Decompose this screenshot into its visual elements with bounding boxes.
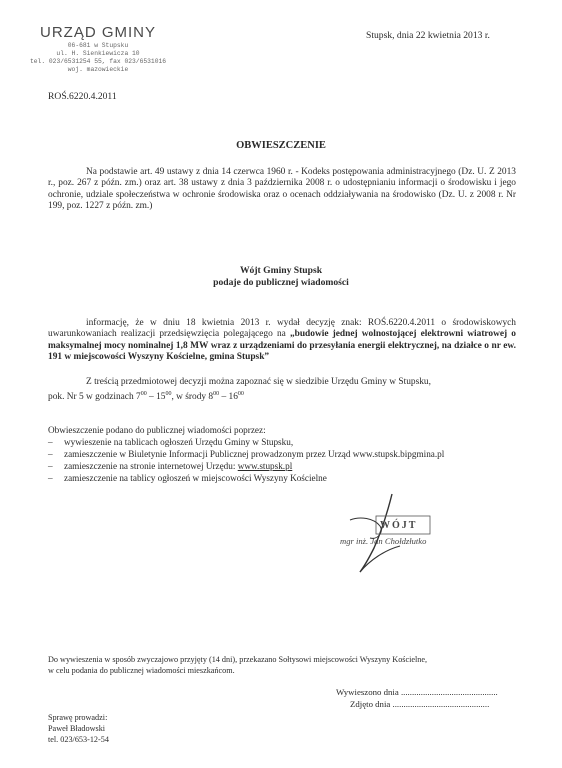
notice-heading: OBWIESZCZENIE — [236, 140, 326, 151]
signature-stamp: WÓJT — [380, 520, 418, 531]
authority-statement: podaje do publicznej wiadomości — [213, 277, 349, 288]
contact-label: Sprawę prowadzi: — [48, 713, 108, 722]
place-date: Stupsk, dnia 22 kwietnia 2013 r. — [366, 30, 490, 41]
publication-item: – zamieszczenie na stronie internetowej Urzędu: www.stupsk.pl — [48, 461, 293, 471]
contact-name: Paweł Bładowski — [48, 724, 106, 733]
contact-phone: tel. 023/653-12-54 — [48, 735, 109, 744]
signatory-name: mgr inż. Jan Chołdzłutko — [340, 536, 427, 546]
office-stamp-region: woj. mazowieckie — [67, 66, 129, 73]
decision-lead: informację, że w dniu 18 kwietnia 2013 r. wydał decyzję znak: ROŚ.6220.4.2011 o środowiskowych uwarunkowaniach realizacji przedsięwzięcia polegającego na — [48, 318, 516, 340]
review-hours: pok. Nr 5 w godzinach $7^{00} - 15^{00}$, w środy $8^{00} - 16^{00}$ — [48, 390, 244, 402]
footer-note-line2: w celu podania do publicznej wiadomości mieszkańcom. — [48, 666, 235, 675]
publication-item: – zamieszczenie na tablicy ogłoszeń w miejscowości Wyszyny Kościelne — [48, 473, 327, 483]
office-stamp-title: URZĄD GMINY — [40, 24, 156, 41]
publication-lead: Obwieszczenie podano do publicznej wiadomości poprzez: — [48, 425, 266, 435]
office-stamp-phone: tel. 023/6531254 55, fax 023/6531016 — [30, 58, 167, 65]
publication-item: – zamieszczenie w Biuletynie Informacji Publicznej prowadzonym przez Urząd www.stupsk.bipgmina.pl — [48, 449, 445, 459]
publication-item: – wywieszenie na tablicach ogłoszeń Urzędu Gminy w Stupsku, — [48, 437, 294, 447]
office-stamp-street: ul. H. Sienkiewicza 10 — [56, 50, 140, 57]
removed-date-field: Zdjęto dnia ............................................ — [350, 699, 490, 709]
website-link[interactable]: www.stupsk.pl — [237, 461, 293, 471]
legal-basis-paragraph: Na podstawie art. 49 ustawy z dnia 14 czerwca 1960 r. - Kodeks postępowania administracyjnego (Dz. U. Z 2013 r., poz. 267 z późn. zm.) oraz art. 38 ustawy z dnia 3 października 2008 r. o udostępnianiu informacji o środowisku i jego ochronie, udziale społeczeństwa w ochronie środowiska oraz o ocenach oddziaływania na środowisko (Dz. U. z 2008 r. Nr 199, poz. 1227 z późn. zm.) — [48, 167, 516, 212]
office-stamp-postcode: 06-681 w Stupsku — [67, 42, 129, 49]
signature-mark — [330, 490, 470, 580]
review-paragraph — [48, 377, 516, 403]
posted-date-field: Wywieszono dnia ............................................ — [336, 687, 498, 697]
review-line1: Z treścią przedmiotowej decyzji można zapoznać się w siedzibie Urzędu Gminy w Stupsku, — [86, 377, 431, 387]
decision-project: „budowie jednej wolnostojącej elektrowni wiatrowej o maksymalnej mocy nominalnej 1,8 MW wraz z urządzeniami do przesyłania energii elektrycznej, na działce o nr ew. 191 w miejscowości Wyszyny Kościelne, gmina Stupsk” — [48, 329, 516, 363]
authority-name: Wójt Gminy Stupsk — [239, 265, 323, 276]
reference-number: ROŚ.6220.4.2011 — [48, 91, 117, 102]
decision-paragraph — [48, 318, 516, 364]
footer-note-line1: Do wywieszenia w sposób zwyczajowo przyjęty (14 dni), przekazano Sołtysowi miejscowości Wyszyny Kościelne, — [48, 655, 428, 664]
